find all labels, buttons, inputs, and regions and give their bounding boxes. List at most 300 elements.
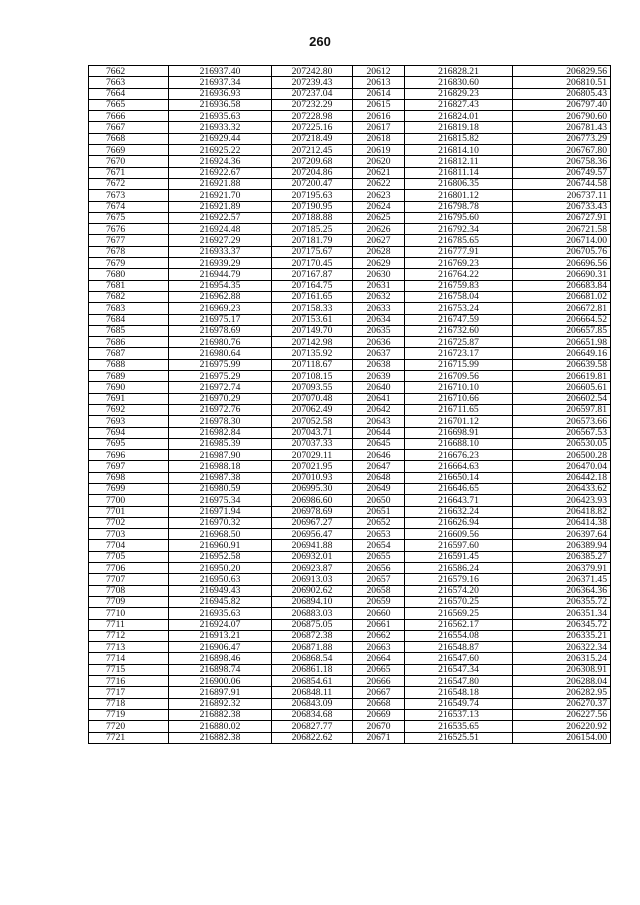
table-row: [89, 438, 611, 449]
x-coordinate-left-cell: 216972.76: [169, 404, 272, 415]
y-coordinate-right-cell: 206727.91: [513, 212, 611, 223]
y-coordinate-left-cell: 207021.95: [272, 461, 353, 472]
x-coordinate-right-cell: 216574.20: [405, 585, 513, 596]
point-id-right-cell: 20669: [353, 709, 405, 720]
x-coordinate-left-cell: 216939.29: [169, 258, 272, 269]
x-coordinate-right-cell: 216710.10: [405, 382, 513, 393]
x-coordinate-right-cell: 216827.43: [405, 99, 513, 110]
point-id-left-cell: 7697: [89, 461, 169, 472]
x-coordinate-right-cell: 216723.17: [405, 348, 513, 359]
table-row: [89, 483, 611, 494]
point-id-right-cell: 20661: [353, 619, 405, 630]
x-coordinate-left-cell: 216937.40: [169, 66, 272, 77]
x-coordinate-left-cell: 216975.99: [169, 359, 272, 370]
table-row: [89, 517, 611, 528]
point-id-left-cell: 7702: [89, 517, 169, 528]
y-coordinate-left-cell: 207188.88: [272, 212, 353, 223]
table-row: [89, 337, 611, 348]
point-id-right-cell: 20670: [353, 721, 405, 732]
y-coordinate-left-cell: 206827.77: [272, 721, 353, 732]
y-coordinate-right-cell: 206270.37: [513, 698, 611, 709]
x-coordinate-left-cell: 216987.90: [169, 450, 272, 461]
y-coordinate-left-cell: 207037.33: [272, 438, 353, 449]
x-coordinate-left-cell: 216985.39: [169, 438, 272, 449]
y-coordinate-right-cell: 206385.27: [513, 551, 611, 562]
point-id-right-cell: 20644: [353, 427, 405, 438]
y-coordinate-left-cell: 207228.98: [272, 111, 353, 122]
table-row: [89, 178, 611, 189]
table-row: [89, 348, 611, 359]
table-row: [89, 212, 611, 223]
point-id-left-cell: 7699: [89, 483, 169, 494]
y-coordinate-right-cell: 206744.58: [513, 178, 611, 189]
y-coordinate-right-cell: 206315.24: [513, 653, 611, 664]
y-coordinate-left-cell: 207010.93: [272, 472, 353, 483]
table-row: [89, 529, 611, 540]
x-coordinate-left-cell: 216913.21: [169, 630, 272, 641]
point-id-left-cell: 7688: [89, 359, 169, 370]
y-coordinate-right-cell: 206602.54: [513, 393, 611, 404]
point-id-left-cell: 7692: [89, 404, 169, 415]
x-coordinate-right-cell: 216777.91: [405, 246, 513, 257]
x-coordinate-left-cell: 216982.84: [169, 427, 272, 438]
table-row: [89, 653, 611, 664]
x-coordinate-left-cell: 216978.69: [169, 325, 272, 336]
x-coordinate-right-cell: 216732.60: [405, 325, 513, 336]
x-coordinate-left-cell: 216972.74: [169, 382, 272, 393]
y-coordinate-right-cell: 206657.85: [513, 325, 611, 336]
table-row: [89, 314, 611, 325]
y-coordinate-left-cell: 207185.25: [272, 224, 353, 235]
point-id-right-cell: 20646: [353, 450, 405, 461]
point-id-right-cell: 20638: [353, 359, 405, 370]
point-id-left-cell: 7706: [89, 563, 169, 574]
y-coordinate-left-cell: 207204.86: [272, 167, 353, 178]
x-coordinate-right-cell: 216646.65: [405, 483, 513, 494]
x-coordinate-right-cell: 216811.14: [405, 167, 513, 178]
table-row: [89, 66, 611, 77]
point-id-left-cell: 7711: [89, 619, 169, 630]
x-coordinate-right-cell: 216801.12: [405, 190, 513, 201]
point-id-right-cell: 20664: [353, 653, 405, 664]
x-coordinate-left-cell: 216968.50: [169, 529, 272, 540]
x-coordinate-right-cell: 216547.34: [405, 664, 513, 675]
table-row: [89, 393, 611, 404]
y-coordinate-right-cell: 206351.34: [513, 608, 611, 619]
point-id-left-cell: 7677: [89, 235, 169, 246]
x-coordinate-left-cell: 216898.74: [169, 664, 272, 675]
point-id-left-cell: 7675: [89, 212, 169, 223]
point-id-right-cell: 20621: [353, 167, 405, 178]
y-coordinate-right-cell: 206567.53: [513, 427, 611, 438]
x-coordinate-right-cell: 216798.78: [405, 201, 513, 212]
y-coordinate-left-cell: 207142.98: [272, 337, 353, 348]
x-coordinate-right-cell: 216549.74: [405, 698, 513, 709]
x-coordinate-right-cell: 216579.16: [405, 574, 513, 585]
table-row: [89, 269, 611, 280]
point-id-right-cell: 20629: [353, 258, 405, 269]
point-id-right-cell: 20654: [353, 540, 405, 551]
table-row: [89, 235, 611, 246]
point-id-left-cell: 7703: [89, 529, 169, 540]
point-id-right-cell: 20624: [353, 201, 405, 212]
table-row: [89, 133, 611, 144]
x-coordinate-right-cell: 216548.87: [405, 642, 513, 653]
point-id-right-cell: 20631: [353, 280, 405, 291]
y-coordinate-left-cell: 207195.63: [272, 190, 353, 201]
point-id-right-cell: 20645: [353, 438, 405, 449]
table-row: [89, 664, 611, 675]
y-coordinate-left-cell: 207108.15: [272, 371, 353, 382]
x-coordinate-right-cell: 216597.60: [405, 540, 513, 551]
table-row: [89, 472, 611, 483]
table-row: [89, 99, 611, 110]
point-id-right-cell: 20666: [353, 676, 405, 687]
table-row: [89, 303, 611, 314]
point-id-right-cell: 20620: [353, 156, 405, 167]
point-id-left-cell: 7717: [89, 687, 169, 698]
y-coordinate-right-cell: 206683.84: [513, 280, 611, 291]
y-coordinate-right-cell: 206749.57: [513, 167, 611, 178]
x-coordinate-left-cell: 216924.07: [169, 619, 272, 630]
y-coordinate-right-cell: 206805.43: [513, 88, 611, 99]
point-id-left-cell: 7684: [89, 314, 169, 325]
table-row: [89, 258, 611, 269]
x-coordinate-right-cell: 216591.45: [405, 551, 513, 562]
point-id-left-cell: 7682: [89, 291, 169, 302]
table-row: [89, 77, 611, 88]
y-coordinate-left-cell: 206967.27: [272, 517, 353, 528]
table-row: [89, 676, 611, 687]
y-coordinate-left-cell: 207070.48: [272, 393, 353, 404]
x-coordinate-left-cell: 216975.34: [169, 495, 272, 506]
x-coordinate-right-cell: 216701.12: [405, 416, 513, 427]
point-id-right-cell: 20647: [353, 461, 405, 472]
x-coordinate-right-cell: 216547.80: [405, 676, 513, 687]
x-coordinate-right-cell: 216806.35: [405, 178, 513, 189]
table-row: [89, 698, 611, 709]
point-id-right-cell: 20633: [353, 303, 405, 314]
y-coordinate-left-cell: 207242.80: [272, 66, 353, 77]
point-id-right-cell: 20628: [353, 246, 405, 257]
point-id-left-cell: 7672: [89, 178, 169, 189]
point-id-left-cell: 7691: [89, 393, 169, 404]
x-coordinate-left-cell: 216933.32: [169, 122, 272, 133]
x-coordinate-left-cell: 216975.17: [169, 314, 272, 325]
y-coordinate-left-cell: 206978.69: [272, 506, 353, 517]
x-coordinate-left-cell: 216975.29: [169, 371, 272, 382]
point-id-left-cell: 7713: [89, 642, 169, 653]
x-coordinate-right-cell: 216725.87: [405, 337, 513, 348]
table-row: [89, 325, 611, 336]
point-id-right-cell: 20663: [353, 642, 405, 653]
x-coordinate-left-cell: 216921.89: [169, 201, 272, 212]
y-coordinate-right-cell: 206733.43: [513, 201, 611, 212]
table-row: [89, 709, 611, 720]
x-coordinate-right-cell: 216569.25: [405, 608, 513, 619]
x-coordinate-left-cell: 216900.06: [169, 676, 272, 687]
point-id-left-cell: 7689: [89, 371, 169, 382]
y-coordinate-right-cell: 206470.04: [513, 461, 611, 472]
table-row: [89, 224, 611, 235]
y-coordinate-right-cell: 206288.04: [513, 676, 611, 687]
y-coordinate-left-cell: 206843.09: [272, 698, 353, 709]
y-coordinate-right-cell: 206500.28: [513, 450, 611, 461]
table-row: [89, 359, 611, 370]
x-coordinate-left-cell: 216935.63: [169, 111, 272, 122]
table-row: [89, 246, 611, 257]
x-coordinate-right-cell: 216769.23: [405, 258, 513, 269]
x-coordinate-right-cell: 216562.17: [405, 619, 513, 630]
x-coordinate-right-cell: 216711.65: [405, 404, 513, 415]
page-number: 260: [309, 34, 331, 49]
x-coordinate-right-cell: 216812.11: [405, 156, 513, 167]
x-coordinate-left-cell: 216936.58: [169, 99, 272, 110]
point-id-left-cell: 7665: [89, 99, 169, 110]
x-coordinate-right-cell: 216698.91: [405, 427, 513, 438]
coordinates-table-body: [89, 66, 611, 744]
y-coordinate-left-cell: 206923.87: [272, 563, 353, 574]
table-row: [89, 563, 611, 574]
x-coordinate-left-cell: 216880.02: [169, 721, 272, 732]
y-coordinate-right-cell: 206705.76: [513, 246, 611, 257]
y-coordinate-right-cell: 206797.40: [513, 99, 611, 110]
point-id-left-cell: 7700: [89, 495, 169, 506]
y-coordinate-right-cell: 206619.81: [513, 371, 611, 382]
x-coordinate-right-cell: 216747.59: [405, 314, 513, 325]
y-coordinate-left-cell: 207158.33: [272, 303, 353, 314]
point-id-right-cell: 20634: [353, 314, 405, 325]
point-id-left-cell: 7705: [89, 551, 169, 562]
x-coordinate-right-cell: 216676.23: [405, 450, 513, 461]
point-id-left-cell: 7673: [89, 190, 169, 201]
point-id-left-cell: 7667: [89, 122, 169, 133]
point-id-left-cell: 7709: [89, 596, 169, 607]
x-coordinate-right-cell: 216828.21: [405, 66, 513, 77]
x-coordinate-left-cell: 216969.23: [169, 303, 272, 314]
x-coordinate-left-cell: 216921.70: [169, 190, 272, 201]
x-coordinate-left-cell: 216924.48: [169, 224, 272, 235]
x-coordinate-right-cell: 216830.60: [405, 77, 513, 88]
y-coordinate-right-cell: 206397.64: [513, 529, 611, 540]
y-coordinate-left-cell: 207164.75: [272, 280, 353, 291]
x-coordinate-left-cell: 216944.79: [169, 269, 272, 280]
point-id-right-cell: 20653: [353, 529, 405, 540]
table-row: [89, 619, 611, 630]
y-coordinate-left-cell: 207149.70: [272, 325, 353, 336]
point-id-left-cell: 7668: [89, 133, 169, 144]
point-id-right-cell: 20613: [353, 77, 405, 88]
point-id-left-cell: 7670: [89, 156, 169, 167]
y-coordinate-right-cell: 206664.52: [513, 314, 611, 325]
table-row: [89, 88, 611, 99]
point-id-left-cell: 7679: [89, 258, 169, 269]
x-coordinate-right-cell: 216759.83: [405, 280, 513, 291]
point-id-right-cell: 20640: [353, 382, 405, 393]
y-coordinate-left-cell: 206822.62: [272, 732, 353, 743]
x-coordinate-left-cell: 216950.63: [169, 574, 272, 585]
x-coordinate-right-cell: 216537.13: [405, 709, 513, 720]
table-row: [89, 608, 611, 619]
x-coordinate-left-cell: 216882.38: [169, 709, 272, 720]
y-coordinate-right-cell: 206371.45: [513, 574, 611, 585]
y-coordinate-left-cell: 206894.10: [272, 596, 353, 607]
y-coordinate-right-cell: 206418.82: [513, 506, 611, 517]
point-id-right-cell: 20619: [353, 145, 405, 156]
x-coordinate-left-cell: 216988.18: [169, 461, 272, 472]
table-row: [89, 540, 611, 551]
point-id-left-cell: 7674: [89, 201, 169, 212]
x-coordinate-right-cell: 216710.66: [405, 393, 513, 404]
x-coordinate-right-cell: 216758.04: [405, 291, 513, 302]
point-id-right-cell: 20635: [353, 325, 405, 336]
table-row: [89, 280, 611, 291]
y-coordinate-left-cell: 207190.95: [272, 201, 353, 212]
x-coordinate-left-cell: 216925.22: [169, 145, 272, 156]
point-id-right-cell: 20651: [353, 506, 405, 517]
y-coordinate-left-cell: 206883.03: [272, 608, 353, 619]
point-id-right-cell: 20625: [353, 212, 405, 223]
x-coordinate-left-cell: 216898.46: [169, 653, 272, 664]
y-coordinate-right-cell: 206605.61: [513, 382, 611, 393]
point-id-right-cell: 20658: [353, 585, 405, 596]
y-coordinate-left-cell: 207218.49: [272, 133, 353, 144]
x-coordinate-left-cell: 216936.93: [169, 88, 272, 99]
table-row: [89, 495, 611, 506]
y-coordinate-left-cell: 206868.54: [272, 653, 353, 664]
x-coordinate-left-cell: 216980.64: [169, 348, 272, 359]
y-coordinate-right-cell: 206345.72: [513, 619, 611, 630]
point-id-left-cell: 7719: [89, 709, 169, 720]
point-id-left-cell: 7681: [89, 280, 169, 291]
y-coordinate-right-cell: 206364.36: [513, 585, 611, 596]
x-coordinate-left-cell: 216906.47: [169, 642, 272, 653]
x-coordinate-left-cell: 216882.38: [169, 732, 272, 743]
point-id-right-cell: 20652: [353, 517, 405, 528]
y-coordinate-right-cell: 206423.93: [513, 495, 611, 506]
point-id-right-cell: 20649: [353, 483, 405, 494]
y-coordinate-left-cell: 206913.03: [272, 574, 353, 585]
table-row: [89, 551, 611, 562]
y-coordinate-left-cell: 207093.55: [272, 382, 353, 393]
x-coordinate-left-cell: 216971.94: [169, 506, 272, 517]
point-id-left-cell: 7676: [89, 224, 169, 235]
y-coordinate-left-cell: 207209.68: [272, 156, 353, 167]
y-coordinate-left-cell: 207170.45: [272, 258, 353, 269]
y-coordinate-right-cell: 206322.34: [513, 642, 611, 653]
y-coordinate-left-cell: 206834.68: [272, 709, 353, 720]
y-coordinate-right-cell: 206639.58: [513, 359, 611, 370]
point-id-left-cell: 7666: [89, 111, 169, 122]
point-id-right-cell: 20626: [353, 224, 405, 235]
point-id-right-cell: 20650: [353, 495, 405, 506]
table-row: [89, 574, 611, 585]
y-coordinate-left-cell: 206986.60: [272, 495, 353, 506]
y-coordinate-right-cell: 206433.62: [513, 483, 611, 494]
table-row: [89, 111, 611, 122]
x-coordinate-right-cell: 216535.65: [405, 721, 513, 732]
point-id-left-cell: 7671: [89, 167, 169, 178]
point-id-left-cell: 7662: [89, 66, 169, 77]
point-id-right-cell: 20657: [353, 574, 405, 585]
point-id-left-cell: 7710: [89, 608, 169, 619]
x-coordinate-right-cell: 216643.71: [405, 495, 513, 506]
point-id-right-cell: 20615: [353, 99, 405, 110]
point-id-left-cell: 7715: [89, 664, 169, 675]
x-coordinate-right-cell: 216525.51: [405, 732, 513, 743]
point-id-left-cell: 7683: [89, 303, 169, 314]
x-coordinate-right-cell: 216819.18: [405, 122, 513, 133]
point-id-left-cell: 7701: [89, 506, 169, 517]
table-row: [89, 721, 611, 732]
x-coordinate-left-cell: 216933.37: [169, 246, 272, 257]
table-row: [89, 145, 611, 156]
y-coordinate-left-cell: 206872.38: [272, 630, 353, 641]
x-coordinate-left-cell: 216950.20: [169, 563, 272, 574]
x-coordinate-left-cell: 216935.63: [169, 608, 272, 619]
y-coordinate-right-cell: 206442.18: [513, 472, 611, 483]
y-coordinate-right-cell: 206721.58: [513, 224, 611, 235]
table-row: [89, 371, 611, 382]
x-coordinate-right-cell: 216548.18: [405, 687, 513, 698]
table-row: [89, 404, 611, 415]
x-coordinate-right-cell: 216547.60: [405, 653, 513, 664]
x-coordinate-left-cell: 216897.91: [169, 687, 272, 698]
table-row: [89, 642, 611, 653]
y-coordinate-right-cell: 206737.11: [513, 190, 611, 201]
y-coordinate-left-cell: 207239.43: [272, 77, 353, 88]
table-row: [89, 630, 611, 641]
point-id-right-cell: 20667: [353, 687, 405, 698]
point-id-left-cell: 7664: [89, 88, 169, 99]
x-coordinate-right-cell: 216785.65: [405, 235, 513, 246]
point-id-right-cell: 20637: [353, 348, 405, 359]
point-id-right-cell: 20636: [353, 337, 405, 348]
table-row: [89, 416, 611, 427]
y-coordinate-left-cell: 207200.47: [272, 178, 353, 189]
point-id-left-cell: 7708: [89, 585, 169, 596]
point-id-left-cell: 7693: [89, 416, 169, 427]
point-id-right-cell: 20641: [353, 393, 405, 404]
coordinates-table: [88, 65, 611, 744]
x-coordinate-left-cell: 216970.29: [169, 393, 272, 404]
y-coordinate-right-cell: 206573.66: [513, 416, 611, 427]
y-coordinate-right-cell: 206810.51: [513, 77, 611, 88]
x-coordinate-left-cell: 216929.44: [169, 133, 272, 144]
x-coordinate-right-cell: 216586.24: [405, 563, 513, 574]
y-coordinate-left-cell: 207135.92: [272, 348, 353, 359]
y-coordinate-right-cell: 206389.94: [513, 540, 611, 551]
y-coordinate-left-cell: 207161.65: [272, 291, 353, 302]
point-id-right-cell: 20662: [353, 630, 405, 641]
y-coordinate-left-cell: 207181.79: [272, 235, 353, 246]
x-coordinate-left-cell: 216954.35: [169, 280, 272, 291]
point-id-right-cell: 20656: [353, 563, 405, 574]
point-id-left-cell: 7687: [89, 348, 169, 359]
y-coordinate-left-cell: 207212.45: [272, 145, 353, 156]
y-coordinate-right-cell: 206781.43: [513, 122, 611, 133]
point-id-right-cell: 20617: [353, 122, 405, 133]
y-coordinate-left-cell: 206848.11: [272, 687, 353, 698]
y-coordinate-right-cell: 206651.98: [513, 337, 611, 348]
y-coordinate-right-cell: 206530.05: [513, 438, 611, 449]
y-coordinate-left-cell: 206861.18: [272, 664, 353, 675]
point-id-right-cell: 20642: [353, 404, 405, 415]
point-id-left-cell: 7669: [89, 145, 169, 156]
y-coordinate-left-cell: 207225.16: [272, 122, 353, 133]
point-id-right-cell: 20632: [353, 291, 405, 302]
table-row: [89, 687, 611, 698]
